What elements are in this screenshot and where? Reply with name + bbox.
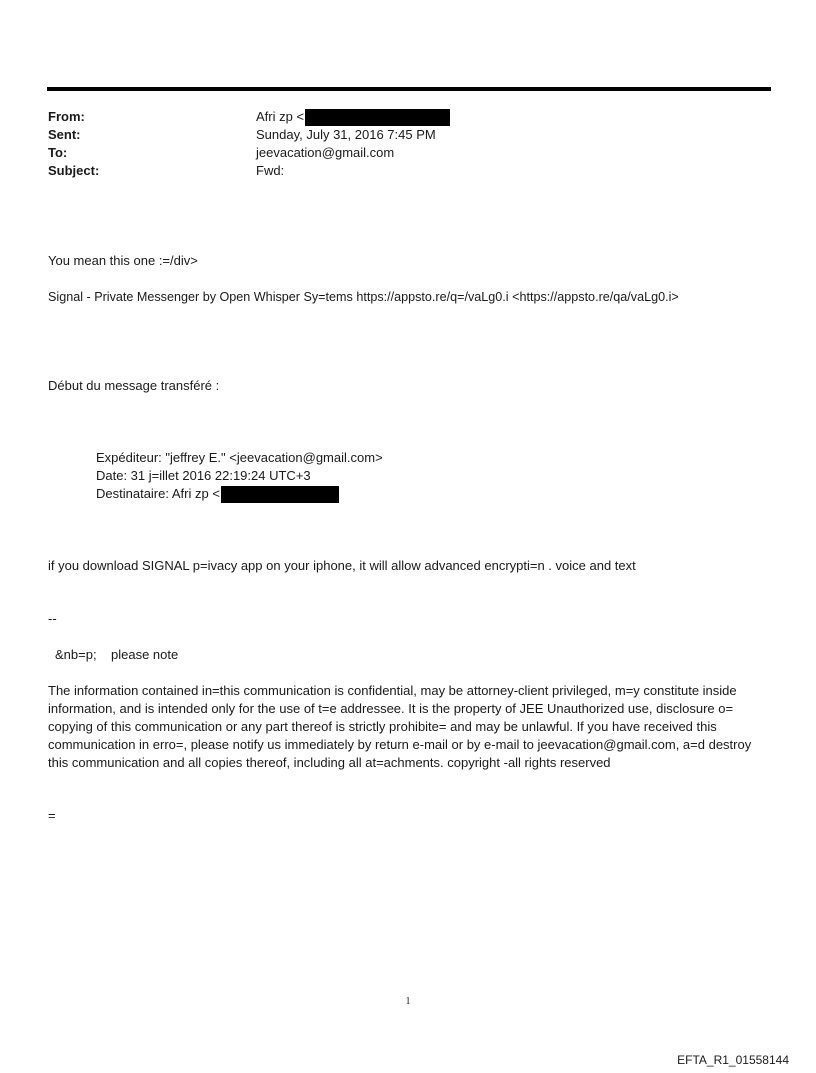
signature-separator: -- (48, 611, 57, 626)
body-line-1: You mean this one :=/div> (48, 253, 198, 268)
please-note-line: &nb=p; please note (55, 647, 179, 662)
forward-intro: Début du message transféré : (48, 378, 220, 393)
subject-label: Subject: (48, 163, 100, 178)
from-label: From: (48, 109, 85, 124)
redaction-block (221, 486, 339, 503)
to-label: To: (48, 145, 68, 160)
sent-value: Sunday, July 31, 2016 7:45 PM (256, 127, 436, 142)
body-line-2: Signal - Private Messenger by Open Whisper Sy=tems https://appsto.re/q=/vaLg0.i <https://appsto.re/qa/vaLg0.i> (48, 290, 679, 304)
confidentiality-disclaimer: The information contained in=this communication is confidential, may be attorney-client privileged, m=y constitute inside information, and is intended only for the use of t=e addressee. It is the property of JEE Unauthorized use, disclosure o= copying of this communication or any part thereof is strictly prohibite= and may be unlawful. If you have received this communication in erro=, please notify us immediately by return e-mail or by e-mail to jeevacation@gmail.com, a=d destroy this communication and all copies thereof, including all at=achments. copyright -all rights reserved (48, 683, 752, 770)
to-value: jeevacation@gmail.com (256, 145, 395, 160)
subject-value: Fwd: (256, 163, 285, 178)
redaction-block (305, 109, 450, 126)
page-number: 1 (405, 996, 411, 1007)
message-text: if you download SIGNAL p=ivacy app on your iphone, it will allow advanced encrypti=n . voice and text (48, 558, 636, 573)
header-rule (47, 87, 771, 91)
forwarded-date: Date: 31 j=illet 2016 22:19:24 UTC+3 (96, 468, 311, 483)
from-name: Afri zp < (256, 109, 305, 124)
document-id: EFTA_R1_01558144 (677, 1053, 789, 1067)
forwarded-from: Expéditeur: "jeffrey E." <jeevacation@gmail.com> (96, 450, 383, 465)
forwarded-to (96, 485, 339, 503)
trailing-equals: = (48, 808, 56, 823)
from-value (256, 108, 450, 126)
sent-label: Sent: (48, 127, 81, 142)
forwarded-to-text: Destinataire: Afri zp < (96, 486, 220, 501)
